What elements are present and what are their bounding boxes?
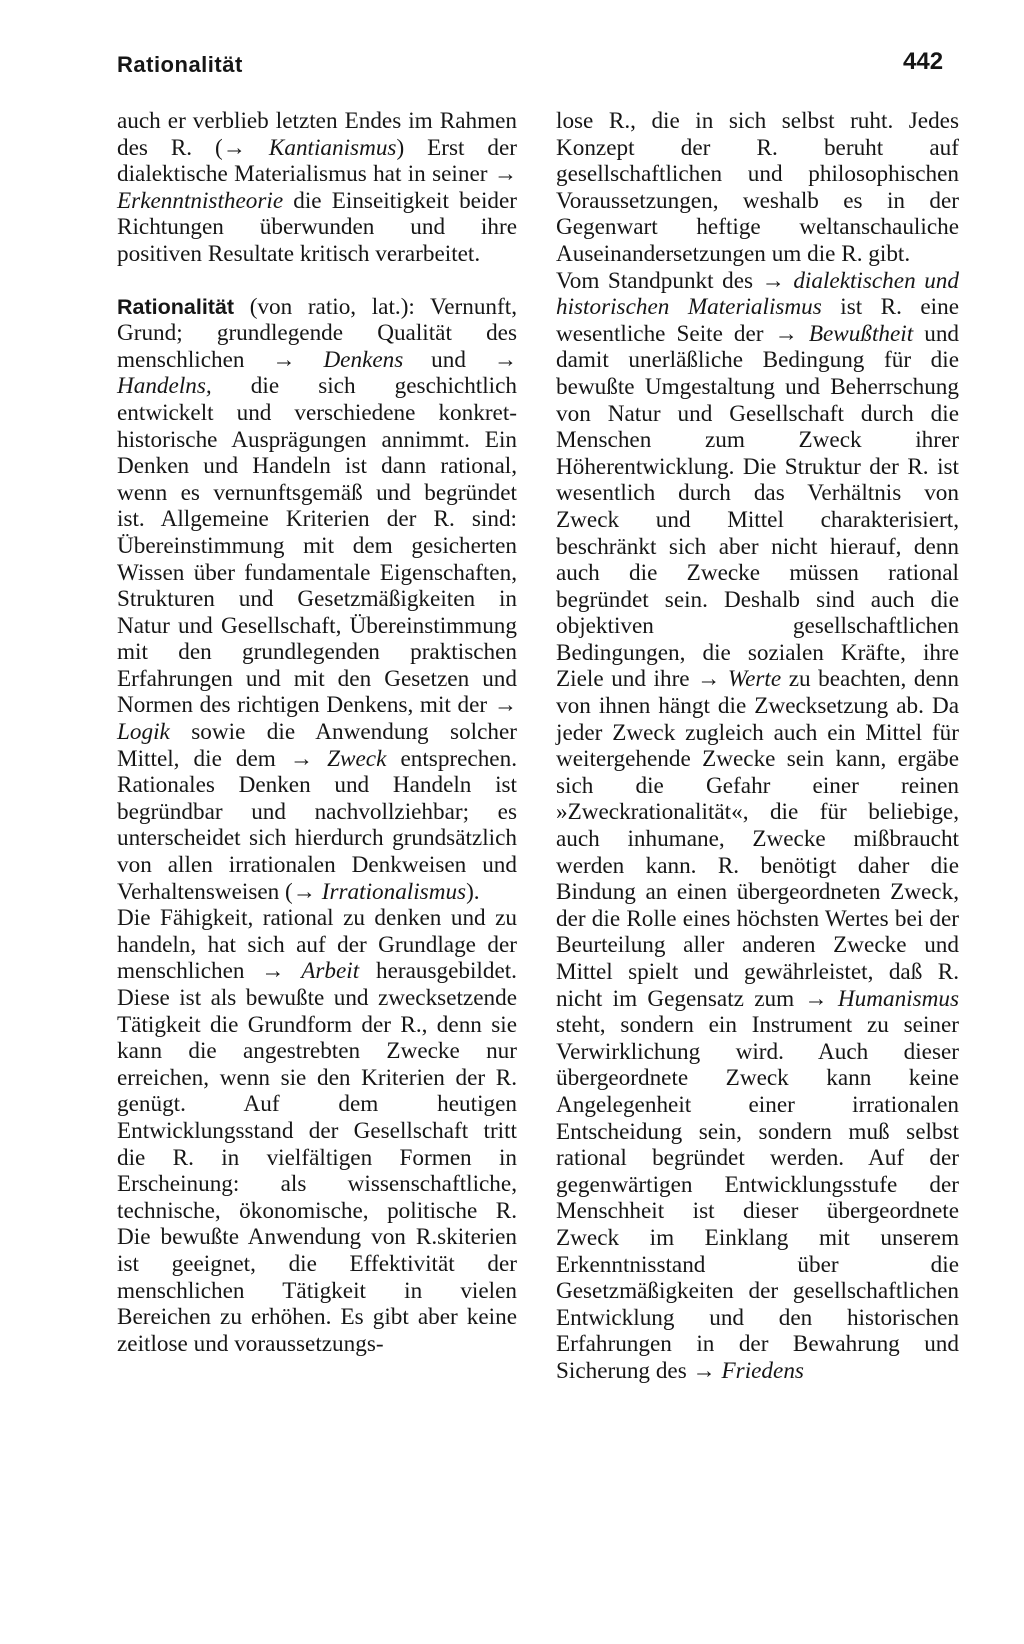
arrow-icon: →	[692, 1357, 716, 1384]
cross-reference: Humanismus	[837, 985, 959, 1012]
arrow-icon: →	[493, 346, 517, 373]
cross-reference: Denkens	[323, 346, 404, 373]
cross-reference: Bewußtheit	[808, 320, 914, 347]
text-run: sowie die Anwendung solcher Mittel, die dem	[117, 719, 517, 772]
text-run: Vom Standpunkt des	[556, 267, 762, 294]
arrow-icon: →	[272, 346, 296, 373]
text-run: und damit unerläßliche Bedingung für die bewußte Umgestaltung und Beherrschung von Natur und Gesellschaft durch die Menschen zum Zweck ihrer Höherentwicklung. Die Struktur der R. ist wesentlich durch das Verhältnis von Zweck und Mittel charakterisiert, beschränkt sich aber nicht hierauf, denn auch die Zwecke müssen rational begründet sein. Deshalb sind auch die objektiven gesellschaftlichen Bedingungen, die sozialen Kräfte, ihre Ziele und ihre	[556, 320, 960, 693]
cross-reference: Logik	[117, 719, 170, 746]
lemma-heading: Rationalität	[117, 294, 235, 319]
entry-paragraph	[117, 294, 517, 906]
text-run: ).	[466, 878, 480, 905]
arrow-icon: →	[774, 320, 798, 347]
text-run: herausgebildet. Diese ist als bewußte und zwecksetzende Tätigkeit die Grundform der R., denn sie kann die angestrebten Zwecke nur erreichen, wenn sie den Kriterien der R. genügt. Auf dem heutigen Entwicklungsstand der Gesellschaft tritt die R. in vielfältigen Formen in Erscheinung: als wissenschaftliche, technische, ökonomische, politische R. Die bewußte Anwendung von R.skiterien ist geeignet, die Effektivität der menschlichen Tätigkeit in vielen Bereichen zu erhöhen. Es gibt aber keine zeitlose und voraussetzungs-	[117, 958, 517, 1357]
cross-reference: Kantianismus	[268, 134, 397, 161]
text-run: zu beachten, denn von ihnen hängt die Zwecksetzung ab. Da jeder Zweck zugleich auch ein Mittel für weitergehende Zwecke sein kann, ergäbe sich die Gefahr einer reinen »Zweckrationalität«, die für beliebige, auch inhumane, Zwecke mißbraucht werden kann. R. benötigt daher die Bindung an einen übergeordneten Zweck, der die Rolle eines höchsten Wertes bei der Beurteilung aller anderen Zwecke und Mittel spielt und gewährleistet, daß R. nicht im Gegensatz zum	[556, 666, 959, 1012]
text-run: steht, sondern ein Instrument zu seiner Verwirklichung wird. Auch dieser übergeordnete Zweck kann keine Angelegenheit einer irrationalen Entscheidung sein, sondern muß selbst rational begründet werden. Auf der gegenwärtigen Entwicklungsstufe der Menschheit ist dieser übergeordnete Zweck im Einklang mit unserem Erkenntnisstand über die Gesetzmäßigkeiten der gesellschaftlichen Entwicklung und den historischen Erfahrungen in der Bewahrung und Sicherung des	[556, 1012, 959, 1384]
text-run: ist R. eine wesentliche Seite der	[556, 294, 959, 347]
paragraph	[556, 268, 959, 1385]
arrow-icon: →	[493, 692, 517, 719]
cross-reference: Erkenntnistheorie	[117, 187, 284, 214]
running-title: Rationalität	[117, 52, 243, 77]
arrow-icon: →	[493, 161, 517, 188]
arrow-icon: →	[222, 134, 246, 161]
paragraph-continuation	[117, 108, 517, 268]
cross-reference: Irrationalismus	[321, 878, 467, 905]
text-run: die Einseitigkeit beider Richtungen überwunden und ihre positiven Resultate kritisch verarbeitet.	[117, 187, 517, 267]
page-number: 442	[903, 48, 944, 75]
arrow-icon: →	[761, 267, 785, 294]
arrow-icon: →	[289, 745, 314, 772]
text-run: ) Erst der dialektische Materialismus hat in seiner	[117, 134, 517, 188]
text-run: und	[403, 346, 494, 373]
paragraph-continuation: lose R., die in sich selbst ruht. Jedes Konzept der R. beruht auf gesellschaftlichen und philosophischen Voraussetzungen, weshalb es in der Gegenwart heftige weltanschauliche Auseinandersetzungen um die R. gibt.	[556, 108, 959, 267]
right-column	[556, 108, 959, 1385]
left-column	[117, 108, 517, 1357]
cross-reference: Zweck	[327, 745, 387, 772]
text-run: entsprechen. Rationales Denken und Handeln ist begründbar und nachvollziehbar; es unterscheidet sich hierdurch grundsätzlich von allen irrationalen Denkweisen und Verhaltensweisen (	[117, 745, 517, 905]
text-run: die sich geschichtlich entwickelt und verschiedene konkret-historische Ausprägungen annimmt. Ein Denken und Handeln ist dann rational, wenn es vernunftsgemäß und begründet ist. Allgemeine Kriterien der R. sind: Übereinstimmung mit dem gesicherten Wissen über fundamentale Eigenschaften, Strukturen und Gesetzmäßigkeiten in Natur und Gesellschaft, Übereinstimmung mit den grundlegenden praktischen Erfahrungen und mit den Gesetzen und Normen des richtigen Denkens, mit der	[117, 373, 517, 719]
text-run: (von ratio, lat.): Vernunft, Grund; grundlegende Qualität des menschlichen	[117, 293, 517, 373]
spacer	[117, 268, 517, 294]
arrow-icon: →	[804, 985, 828, 1012]
text-run: auch er verblieb letzten Endes im Rahmen des R. (	[117, 108, 517, 161]
arrow-icon: →	[697, 666, 721, 693]
cross-reference: Handelns,	[117, 373, 212, 400]
arrow-icon: →	[292, 878, 316, 905]
cross-reference: Arbeit	[301, 958, 360, 985]
text-run: Die Fähigkeit, rational zu denken und zu handeln, hat sich auf der Grundlage der menschlichen	[117, 905, 517, 985]
cross-reference: Friedens	[721, 1357, 804, 1384]
arrow-icon: →	[261, 958, 285, 985]
cross-reference: dialektischen und historischen Materialismus	[556, 267, 959, 321]
cross-reference: Werte	[727, 666, 782, 693]
paragraph	[117, 905, 517, 1357]
